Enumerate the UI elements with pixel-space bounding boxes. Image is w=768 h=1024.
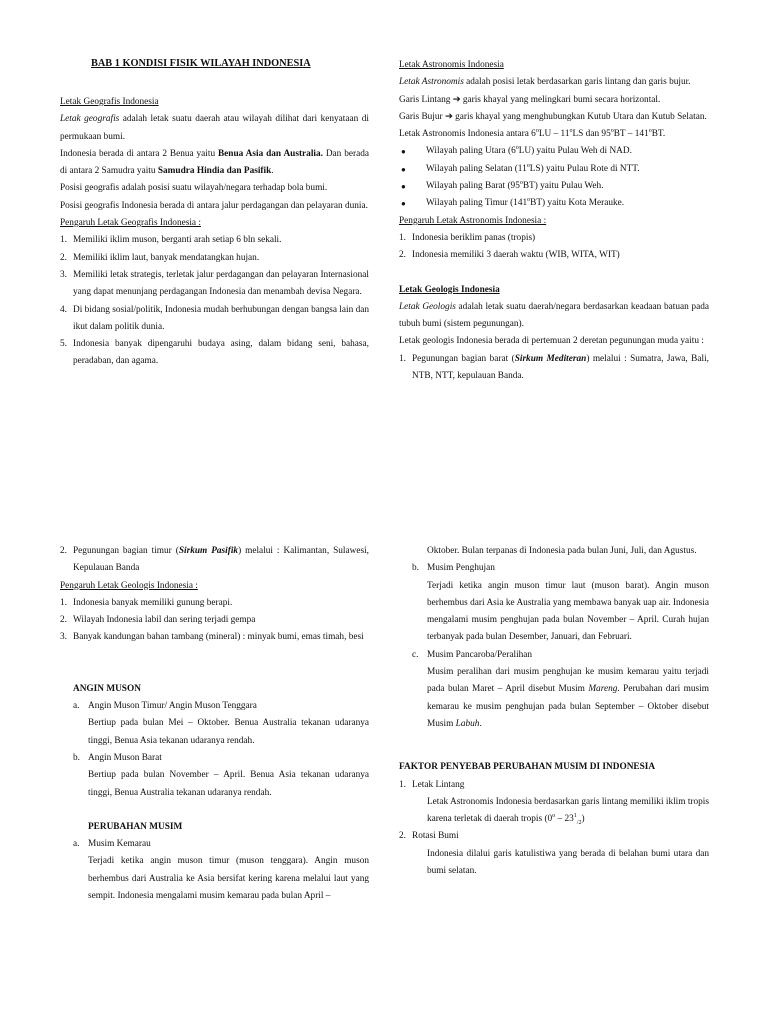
- list-item: [399, 351, 709, 386]
- list-item: [399, 777, 709, 794]
- list-letter: a.: [73, 839, 80, 850]
- geografis-section: [60, 94, 369, 371]
- list-letter: b.: [73, 752, 80, 763]
- list-text: Rotasi Bumi: [412, 831, 459, 842]
- geografis-subheading: Pengaruh Letak Geografis Indonesia :: [60, 218, 201, 229]
- text: .: [479, 718, 482, 729]
- list-item: [399, 647, 709, 664]
- list-text: Indonesia banyak dipengaruhi budaya asing, dalam bidang seni, bahasa, peradaban, dan agama.: [73, 339, 369, 367]
- list-number: 4.: [60, 304, 67, 315]
- list-item: [60, 629, 369, 646]
- geologis-definition: [399, 299, 709, 334]
- bold-text: Samudra Hindia dan Pasifik: [157, 166, 272, 177]
- paragraph: [399, 794, 709, 829]
- bullet-item: [399, 178, 709, 195]
- text: Garis Bujur: [399, 111, 445, 122]
- paragraph: Posisi geografis adalah posisi suatu wilayah/negara terhadap bola bumi.: [60, 183, 328, 194]
- astronomis-definition: [399, 74, 709, 91]
- list-text: Musim Pancaroba/Peralihan: [427, 649, 533, 660]
- angin-muson-heading: ANGIN MUSON: [73, 683, 141, 694]
- list-number: 2.: [60, 615, 67, 626]
- paragraph: Terjadi ketika angin muson timur (muson tenggara). Angin muson berhembus dari Australia ke Asia bersifat kering karena melalui laut yang sempit. Indonesia mengalami musim kemarau pada bulan April –: [88, 856, 369, 902]
- text: BT.: [651, 129, 666, 140]
- list-number: 2.: [399, 250, 406, 261]
- text: Musim peralihan dari musim penghujan ke musim kemarau yaitu terjadi pada bulan Maret – April disebut Musim: [427, 667, 709, 695]
- bullet-icon: ●: [401, 182, 406, 192]
- bullet-icon: ●: [401, 164, 406, 174]
- text: ): [581, 814, 585, 825]
- bullet-item: [399, 195, 709, 212]
- bold-italic-text: Sirkum Pasifik: [178, 546, 239, 556]
- paragraph: Bertiup pada bulan November – April. Benua Asia tekanan udaranya tinggi, Benua Australia tekanan udaranya rendah.: [88, 770, 369, 798]
- text: Pegunungan bagian timur (: [73, 546, 179, 556]
- text: garis khayal yang menghubungkan Kutub Utara dan Kutub Selatan.: [452, 111, 707, 122]
- list-text: Indonesia beriklim panas (tropis): [412, 232, 536, 243]
- text: Indonesia berada di antara 2 Benua yaitu: [60, 148, 218, 159]
- list-number: 3.: [60, 269, 67, 280]
- list-number: 1.: [399, 779, 406, 790]
- bold-text: Benua Asia dan Australia.: [217, 148, 323, 159]
- italic-text: Mareng: [588, 684, 618, 695]
- geologis-heading: Letak Geologis Indonesia: [399, 284, 500, 295]
- list-text: Musim Penghujan: [427, 563, 495, 574]
- geologis-continued-section: [60, 543, 369, 905]
- list-text: Memiliki iklim laut, banyak mendatangkan hujan.: [73, 252, 260, 263]
- paragraph: Bertiup pada bulan Mei – Oktober. Benua Australia tekanan udaranya tinggi, Benua Asia tekanan udaranya rendah.: [88, 718, 369, 746]
- geologis-subheading: Pengaruh Letak Geologis Indonesia :: [60, 580, 198, 591]
- term: Letak Astronomis: [399, 77, 464, 88]
- list-number: 1.: [399, 353, 406, 364]
- perubahan-musim-heading: PERUBAHAN MUSIM: [88, 821, 183, 832]
- text: adalah letak suatu daerah/negara berdasarkan keadaan batuan pada tubuh bumi (sistem pegunungan).: [399, 301, 709, 330]
- page-title: BAB 1 KONDISI FISIK WILAYAH INDONESIA: [91, 58, 311, 69]
- list-item: [60, 750, 369, 767]
- text: adalah posisi letak berdasarkan garis lintang dan garis bujur.: [463, 77, 691, 88]
- list-item: [399, 560, 709, 577]
- text: BT) yaitu Pulau Weh.: [522, 181, 604, 192]
- list-letter: a.: [73, 701, 80, 712]
- degree-symbol: o: [515, 145, 519, 152]
- text: LS) yaitu Pulau Rote di NTT.: [529, 163, 640, 174]
- degree-symbol: o: [519, 179, 523, 186]
- garis-bujur-line: [399, 109, 709, 126]
- paragraph: Oktober. Bulan terpanas di Indonesia pada bulan Juni, Juli, dan Agustus.: [427, 546, 697, 556]
- list-text: Di bidang sosial/politik, Indonesia mudah berhubungan dengan bangsa lain dan ikut dalam politik dunia.: [73, 304, 369, 332]
- list-text: Memiliki letak strategis, terletak jalur perdagangan dan pelayaran Internasional yang dapat menunjang perdagangan Indonesia dan menambah devisa Negara.: [73, 269, 369, 298]
- subscript: /2: [576, 820, 582, 827]
- degree-symbol: o: [552, 813, 556, 820]
- text: .: [271, 166, 274, 177]
- list-number: 1.: [60, 235, 67, 246]
- list-number: 1.: [60, 597, 67, 608]
- list-item: [60, 543, 369, 578]
- list-text: Banyak kandungan bahan tambang (mineral) : minyak bumi, emas timah, besi: [73, 632, 364, 643]
- text: LS dan 95: [572, 129, 611, 140]
- astronomis-coordinates: [399, 126, 709, 143]
- text: adalah letak suatu daerah atau wilayah dilihat dari kenyataan di permukaan bumi.: [60, 114, 369, 142]
- paragraph: Terjadi ketika angin muson timur laut (muson barat). Angin muson berhembus dari Asia ke Australia yang membawa banyak uap air. Indonesia mengalami musim penghujan pada bulan November – April. Curah hujan terbanyak pada bulan Desember, Januari, dan Februari.: [427, 580, 709, 643]
- list-number: 2.: [399, 831, 406, 842]
- degree-symbol: o: [648, 128, 652, 135]
- text: Letak Astronomis Indonesia antara 6: [399, 129, 536, 140]
- list-letter: b.: [412, 563, 419, 574]
- list-item: [60, 250, 369, 267]
- garis-lintang-line: [399, 92, 709, 109]
- text: Letak Astronomis Indonesia berdasarkan garis lintang memiliki iklim tropis karena terletak di daerah tropis (0: [427, 796, 709, 825]
- text: ) melalui : Kalimantan, Sulawesi, Kepulauan Banda: [73, 546, 369, 574]
- degree-symbol: o: [569, 128, 573, 135]
- bold-italic-text: Sirkum Mediteran: [514, 353, 587, 364]
- list-number: 2.: [60, 252, 67, 263]
- musim-continued-section: [399, 543, 709, 880]
- list-item: [399, 247, 709, 264]
- text: ) melalui : Sumatra, Jawa, Bali, NTB, NTT, kepulauan Banda.: [412, 353, 709, 382]
- geografis-definition: [60, 111, 369, 146]
- text: Garis Lintang: [399, 94, 453, 105]
- list-text: Wilayah Indonesia labil dan sering terjadi gempa: [73, 615, 256, 626]
- paragraph: Posisi geografis Indonesia berada di antara jalur perdagangan dan pelayaran dunia.: [60, 200, 368, 211]
- text: Wilayah paling Utara (6: [426, 146, 516, 157]
- text: BT) yaitu Kota Merauke.: [530, 198, 625, 209]
- list-item: [399, 828, 709, 845]
- list-item: [60, 612, 369, 629]
- list-number: 5.: [60, 339, 67, 350]
- text: Wilayah paling Timur (141: [426, 198, 528, 209]
- term: Letak geografis: [60, 114, 120, 125]
- geografis-location-paragraph: [60, 146, 369, 181]
- bullet-icon: ●: [401, 147, 406, 157]
- list-item: [60, 302, 369, 337]
- list-text: Indonesia memiliki 3 daerah waktu (WIB, WITA, WIT): [412, 250, 620, 261]
- astronomis-heading: Letak Astronomis Indonesia: [399, 60, 504, 70]
- degree-symbol: o: [610, 128, 614, 135]
- list-number: 3.: [60, 632, 67, 643]
- text: Wilayah paling Barat (95: [426, 181, 520, 192]
- list-text: Memiliki iklim muson, berganti arah setiap 6 bln sekali.: [73, 235, 282, 246]
- list-text: Letak Lintang: [412, 779, 465, 790]
- astronomis-subheading: Pengaruh Letak Astronomis Indonesia :: [399, 215, 547, 226]
- text: LU – 11: [538, 129, 570, 140]
- text: . Perubahan dari musim kemarau ke musim penghujan pada bulan September – Oktober disebut Musim: [427, 684, 709, 729]
- list-text: Musim Kemarau: [88, 839, 151, 850]
- list-item: [60, 232, 369, 249]
- list-item: [60, 267, 369, 302]
- text: Wilayah paling Selatan (11: [426, 163, 527, 174]
- term: Letak Geologis: [399, 301, 456, 312]
- arrow-icon: ➔: [452, 94, 461, 105]
- bullet-item: [399, 143, 709, 160]
- list-text: Angin Muson Timur/ Angin Muson Tenggara: [88, 701, 257, 712]
- list-text: Indonesia banyak memiliki gunung berapi.: [73, 597, 233, 608]
- text: Dan berada di antara 2 Samudra yaitu: [60, 148, 369, 177]
- bullet-icon: ●: [401, 199, 406, 209]
- degree-symbol: o: [527, 197, 531, 204]
- list-item: [60, 698, 369, 715]
- list-item: [60, 595, 369, 612]
- degree-symbol: o: [526, 162, 530, 169]
- superscript: 1: [573, 813, 577, 820]
- italic-text: Labuh: [455, 718, 480, 729]
- text: BT – 141: [613, 129, 649, 140]
- text: garis khayal yang melingkari bumi secara horizontal.: [460, 94, 661, 105]
- paragraph: [399, 664, 709, 733]
- arrow-icon: ➔: [444, 111, 453, 122]
- text: Pegunungan bagian barat (: [412, 353, 515, 364]
- geografis-heading: Letak Geografis Indonesia: [60, 97, 159, 107]
- paragraph: Letak geologis Indonesia berada di pertemuan 2 deretan pegunungan muda yaitu :: [399, 336, 704, 347]
- text: LU) yaitu Pulau Weh di NAD.: [518, 146, 632, 157]
- astronomis-section: [399, 57, 709, 385]
- list-number: 1.: [399, 232, 406, 243]
- paragraph: Indonesia dilalui garis katulistiwa yang berada di belahan bumi utara dan bumi selatan.: [427, 848, 709, 877]
- list-number: 2.: [60, 546, 67, 556]
- degree-symbol: o: [535, 128, 539, 135]
- list-item: [60, 836, 369, 853]
- list-text: Angin Muson Barat: [88, 752, 162, 763]
- faktor-heading: FAKTOR PENYEBAB PERUBAHAN MUSIM DI INDONESIA: [399, 762, 656, 773]
- list-item: [399, 230, 709, 247]
- list-letter: c.: [412, 649, 419, 660]
- list-item: [60, 336, 369, 371]
- text: – 23: [555, 814, 574, 825]
- bullet-item: [399, 161, 709, 178]
